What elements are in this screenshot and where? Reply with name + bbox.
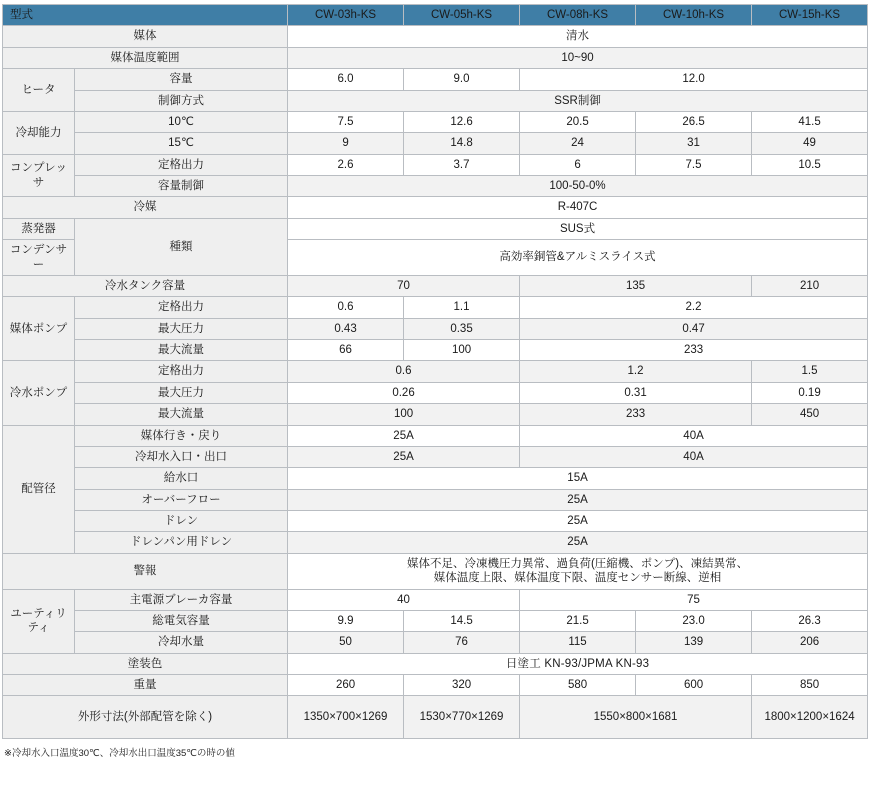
table-row — [3, 318, 868, 339]
value-cooling-water-qty-05: 76 — [404, 632, 520, 653]
table-row — [3, 446, 868, 467]
label-utility: ユーティリティ — [3, 589, 75, 653]
value-cooling-water-qty-08: 115 — [520, 632, 636, 653]
value-cooling15-08: 24 — [520, 133, 636, 154]
value-paint-color: 日塗工 KN-93/JPMA KN-93 — [288, 653, 868, 674]
label-pipe-water-supply: 給水口 — [75, 468, 288, 489]
label-weight: 重量 — [3, 675, 288, 696]
label-alarm: 警報 — [3, 553, 288, 589]
value-medium-pump-pressure-03: 0.43 — [288, 318, 404, 339]
table-row — [3, 425, 868, 446]
value-refrigerant: R-407C — [288, 197, 868, 218]
label-cooling-water-qty: 冷却水量 — [75, 632, 288, 653]
table-row — [3, 632, 868, 653]
label-heater-control: 制御方式 — [75, 90, 288, 111]
value-pipe-water-supply: 15A — [288, 468, 868, 489]
value-cooling15-03: 9 — [288, 133, 404, 154]
value-pipe-drain-pan: 25A — [288, 532, 868, 553]
value-heater-capacity-05: 9.0 — [404, 69, 520, 90]
label-cold-tank: 冷水タンク容量 — [3, 275, 288, 296]
value-weight-03: 260 — [288, 675, 404, 696]
label-compressor: コンプレッサ — [3, 154, 75, 197]
value-pipe-medium-03-05: 25A — [288, 425, 520, 446]
value-weight-10: 600 — [636, 675, 752, 696]
value-weight-15: 850 — [752, 675, 868, 696]
value-comp-rated-05: 3.7 — [404, 154, 520, 175]
value-cooling15-05: 14.8 — [404, 133, 520, 154]
value-cooling10-10: 26.5 — [636, 111, 752, 132]
value-comp-rated-10: 7.5 — [636, 154, 752, 175]
label-cooling-15c: 15℃ — [75, 133, 288, 154]
value-cooling10-15: 41.5 — [752, 111, 868, 132]
table-row — [3, 154, 868, 175]
value-dimensions-08-10: 1550×800×1681 — [520, 696, 752, 739]
value-pipe-medium-08-15: 40A — [520, 425, 868, 446]
specification-table — [2, 4, 868, 739]
header-cw15h: CW-15h-KS — [752, 5, 868, 26]
alarm-line-1: 媒体不足、冷凍機圧力異常、過負荷(圧縮機、ポンプ)、凍結異常、 — [406, 557, 749, 570]
value-pipe-drain: 25A — [288, 511, 868, 532]
label-pipe-overflow: オーバーフロー — [75, 489, 288, 510]
label-cooling-10c: 10℃ — [75, 111, 288, 132]
value-medium-pump-rated-08-15: 2.2 — [520, 297, 868, 318]
value-cooling10-08: 20.5 — [520, 111, 636, 132]
header-model: 型式 — [3, 5, 288, 26]
value-total-power-08: 21.5 — [520, 610, 636, 631]
footnote: ※冷却水入口温度30℃、冷却水出口温度35℃の時の値 — [4, 748, 235, 760]
label-heater: ヒータ — [3, 69, 75, 112]
label-paint-color: 塗装色 — [3, 653, 288, 674]
value-cold-pump-pressure-08-10: 0.31 — [520, 382, 752, 403]
value-comp-rated-15: 10.5 — [752, 154, 868, 175]
table-row — [3, 69, 868, 90]
header-cw10h: CW-10h-KS — [636, 5, 752, 26]
label-piping: 配管径 — [3, 425, 75, 553]
table-header-row — [3, 5, 868, 26]
value-total-power-05: 14.5 — [404, 610, 520, 631]
value-pipe-overflow: 25A — [288, 489, 868, 510]
value-condenser-kind: 高効率銅管&アルミスライス式 — [288, 240, 868, 276]
value-cold-pump-rated-08-10: 1.2 — [520, 361, 752, 382]
value-cold-tank-15: 210 — [752, 275, 868, 296]
label-compressor-rated: 定格出力 — [75, 154, 288, 175]
value-main-breaker-08-15: 75 — [520, 589, 868, 610]
table-row — [3, 675, 868, 696]
alarm-line-2: 媒体温度上限、媒体温度下限、温度センサー断線、逆相 — [433, 572, 722, 585]
label-medium-pump-rated: 定格出力 — [75, 297, 288, 318]
table-row — [3, 511, 868, 532]
value-capacity-control: 100-50-0% — [288, 176, 868, 197]
table-row — [3, 610, 868, 631]
table-row — [3, 133, 868, 154]
label-main-breaker: 主電源ブレーカ容量 — [75, 589, 288, 610]
value-medium-pump-flow-05: 100 — [404, 340, 520, 361]
value-medium-pump-rated-05: 1.1 — [404, 297, 520, 318]
label-medium-pump: 媒体ポンプ — [3, 297, 75, 361]
label-cold-pump-flow: 最大流量 — [75, 404, 288, 425]
table-row — [3, 553, 868, 589]
value-dimensions-03: 1350×700×1269 — [288, 696, 404, 739]
value-cold-pump-flow-15: 450 — [752, 404, 868, 425]
table-row — [3, 382, 868, 403]
value-dimensions-15: 1800×1200×1624 — [752, 696, 868, 739]
label-cold-pump-rated: 定格出力 — [75, 361, 288, 382]
table-row — [3, 90, 868, 111]
value-medium-temp-range: 10~90 — [288, 47, 868, 68]
value-heater-capacity-03: 6.0 — [288, 69, 404, 90]
value-heater-control: SSR制御 — [288, 90, 868, 111]
value-cold-pump-flow-03-05: 100 — [288, 404, 520, 425]
value-cooling15-10: 31 — [636, 133, 752, 154]
value-cold-pump-pressure-03-05: 0.26 — [288, 382, 520, 403]
label-total-power: 総電気容量 — [75, 610, 288, 631]
value-pipe-cooling-03-05: 25A — [288, 446, 520, 467]
label-condenser: コンデンサー — [3, 240, 75, 276]
table-row — [3, 653, 868, 674]
value-cold-pump-flow-08-10: 233 — [520, 404, 752, 425]
table-row — [3, 468, 868, 489]
label-dimensions: 外形寸法(外部配管を除く) — [3, 696, 288, 739]
table-row — [3, 176, 868, 197]
value-medium: 清水 — [288, 26, 868, 47]
table-row — [3, 361, 868, 382]
value-heater-capacity-08-15: 12.0 — [520, 69, 868, 90]
table-row — [3, 218, 868, 239]
value-comp-rated-08: 6 — [520, 154, 636, 175]
value-weight-05: 320 — [404, 675, 520, 696]
table-row — [3, 532, 868, 553]
value-cold-tank-08-10: 135 — [520, 275, 752, 296]
header-cw03h: CW-03h-KS — [288, 5, 404, 26]
value-main-breaker-03-05: 40 — [288, 589, 520, 610]
value-evaporator-kind: SUS式 — [288, 218, 868, 239]
value-cooling-water-qty-10: 139 — [636, 632, 752, 653]
label-cold-pump-pressure: 最大圧力 — [75, 382, 288, 403]
table-row — [3, 696, 868, 739]
table-row — [3, 297, 868, 318]
value-cooling15-15: 49 — [752, 133, 868, 154]
value-cold-tank-03-05: 70 — [288, 275, 520, 296]
table-row — [3, 47, 868, 68]
label-heater-capacity: 容量 — [75, 69, 288, 90]
table-row — [3, 489, 868, 510]
table-row — [3, 197, 868, 218]
value-cooling10-03: 7.5 — [288, 111, 404, 132]
value-weight-08: 580 — [520, 675, 636, 696]
label-cold-pump: 冷水ポンプ — [3, 361, 75, 425]
header-cw05h: CW-05h-KS — [404, 5, 520, 26]
value-medium-pump-pressure-05: 0.35 — [404, 318, 520, 339]
value-total-power-15: 26.3 — [752, 610, 868, 631]
label-pipe-cooling: 冷却水入口・出口 — [75, 446, 288, 467]
value-medium-pump-pressure-08-15: 0.47 — [520, 318, 868, 339]
value-cold-pump-rated-03-05: 0.6 — [288, 361, 520, 382]
header-cw08h: CW-08h-KS — [520, 5, 636, 26]
label-medium-pump-pressure: 最大圧力 — [75, 318, 288, 339]
value-comp-rated-03: 2.6 — [288, 154, 404, 175]
value-pipe-cooling-08-15: 40A — [520, 446, 868, 467]
label-evaporator: 蒸発器 — [3, 218, 75, 239]
label-medium: 媒体 — [3, 26, 288, 47]
value-total-power-10: 23.0 — [636, 610, 752, 631]
value-cooling-water-qty-03: 50 — [288, 632, 404, 653]
value-total-power-03: 9.9 — [288, 610, 404, 631]
label-kind: 種類 — [75, 218, 288, 275]
value-cold-pump-pressure-15: 0.19 — [752, 382, 868, 403]
table-row — [3, 340, 868, 361]
value-cooling-water-qty-15: 206 — [752, 632, 868, 653]
table-row — [3, 111, 868, 132]
value-cold-pump-rated-15: 1.5 — [752, 361, 868, 382]
table-row — [3, 26, 868, 47]
label-pipe-drain: ドレン — [75, 511, 288, 532]
value-medium-pump-rated-03: 0.6 — [288, 297, 404, 318]
label-capacity-control: 容量制御 — [75, 176, 288, 197]
table-row — [3, 589, 868, 610]
label-medium-temp-range: 媒体温度範囲 — [3, 47, 288, 68]
label-medium-pump-flow: 最大流量 — [75, 340, 288, 361]
table-row — [3, 275, 868, 296]
value-cooling10-05: 12.6 — [404, 111, 520, 132]
value-medium-pump-flow-08-15: 233 — [520, 340, 868, 361]
value-dimensions-05: 1530×770×1269 — [404, 696, 520, 739]
label-refrigerant: 冷媒 — [3, 197, 288, 218]
label-cooling-capacity: 冷却能力 — [3, 111, 75, 154]
value-medium-pump-flow-03: 66 — [288, 340, 404, 361]
label-pipe-medium: 媒体行き・戻り — [75, 425, 288, 446]
label-pipe-drain-pan: ドレンパン用ドレン — [75, 532, 288, 553]
table-row — [3, 404, 868, 425]
value-alarm — [288, 553, 868, 589]
